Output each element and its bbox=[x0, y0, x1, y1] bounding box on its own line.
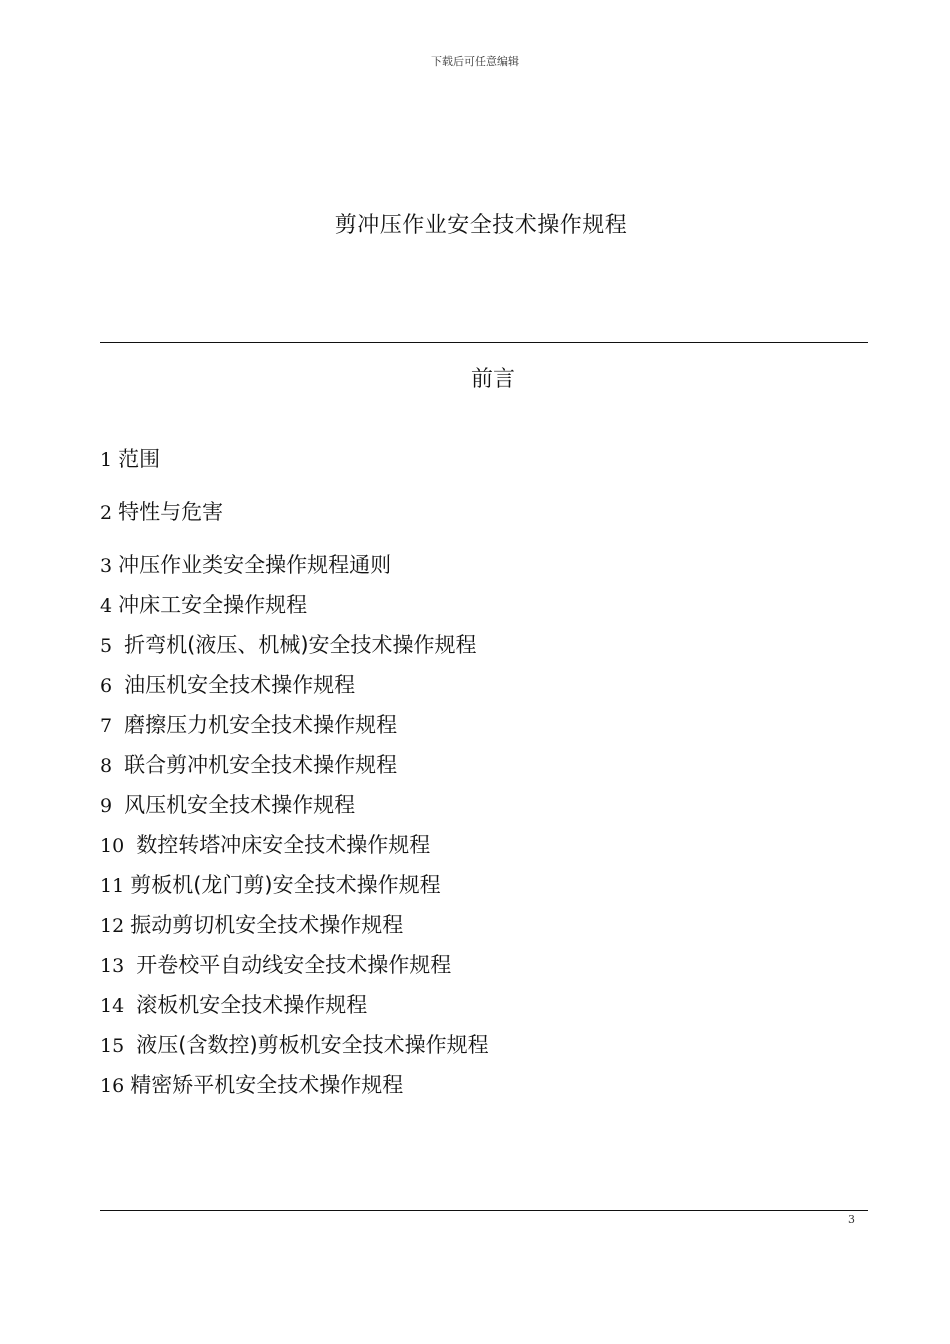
toc-item-number: 16 bbox=[100, 1075, 131, 1097]
toc-item bbox=[100, 792, 355, 819]
toc-item-number: 9 bbox=[100, 795, 125, 817]
toc-item-label: 范围 bbox=[118, 447, 161, 471]
toc-item-label: 风压机安全技术操作规程 bbox=[124, 793, 356, 817]
toc-item-number: 14 bbox=[100, 995, 137, 1017]
toc-item-label: 冲床工安全操作规程 bbox=[118, 593, 308, 617]
toc-item bbox=[100, 1072, 403, 1099]
toc-item-number: 2 bbox=[100, 502, 119, 524]
toc-item-number: 1 bbox=[100, 449, 119, 471]
toc-item bbox=[100, 872, 441, 899]
toc-item-number: 8 bbox=[100, 755, 125, 777]
toc-item-label: 数控转塔冲床安全技术操作规程 bbox=[136, 833, 431, 857]
toc-item-label: 开卷校平自动线安全技术操作规程 bbox=[136, 953, 452, 977]
top-divider bbox=[100, 342, 868, 343]
toc-item bbox=[100, 446, 160, 473]
toc-item-label: 冲压作业类安全操作规程通则 bbox=[118, 553, 392, 577]
toc-item bbox=[100, 632, 477, 659]
toc-item-number: 6 bbox=[100, 675, 125, 697]
toc-item bbox=[100, 912, 403, 939]
toc-item-label: 剪板机(龙门剪)安全技术操作规程 bbox=[130, 873, 441, 897]
document-title: 剪冲压作业安全技术操作规程 bbox=[334, 213, 628, 238]
toc-item-number: 7 bbox=[100, 715, 125, 737]
toc-item-number: 4 bbox=[100, 595, 119, 617]
page-number: 3 bbox=[848, 1213, 855, 1226]
toc-item-number: 12 bbox=[100, 915, 131, 937]
toc-item-label: 折弯机(液压、机械)安全技术操作规程 bbox=[124, 633, 477, 657]
toc-item-label: 液压(含数控)剪板机安全技术操作规程 bbox=[136, 1033, 489, 1057]
toc-item bbox=[100, 952, 451, 979]
toc-item-label: 滚板机安全技术操作规程 bbox=[136, 993, 368, 1017]
toc-item-label: 油压机安全技术操作规程 bbox=[124, 673, 356, 697]
toc-item-number: 10 bbox=[100, 835, 137, 857]
toc-item-label: 联合剪冲机安全技术操作规程 bbox=[124, 753, 398, 777]
toc-item-number: 11 bbox=[100, 875, 131, 897]
toc-item-label: 磨擦压力机安全技术操作规程 bbox=[124, 713, 398, 737]
toc-item-number: 5 bbox=[100, 635, 125, 657]
toc-item-number: 3 bbox=[100, 555, 119, 577]
toc-item bbox=[100, 752, 397, 779]
toc-item-label: 特性与危害 bbox=[118, 500, 224, 524]
header-note: 下载后可任意编辑 bbox=[431, 55, 519, 68]
toc-item bbox=[100, 499, 223, 526]
toc-item-label: 精密矫平机安全技术操作规程 bbox=[130, 1073, 404, 1097]
toc-item bbox=[100, 552, 391, 579]
toc-item-number: 13 bbox=[100, 955, 137, 977]
toc-item bbox=[100, 832, 430, 859]
preface-heading: 前言 bbox=[470, 367, 515, 392]
toc-item-number: 15 bbox=[100, 1035, 137, 1057]
toc-item bbox=[100, 592, 307, 619]
toc-item bbox=[100, 672, 355, 699]
toc-item bbox=[100, 992, 367, 1019]
bottom-divider bbox=[100, 1210, 868, 1211]
toc-item-label: 振动剪切机安全技术操作规程 bbox=[130, 913, 404, 937]
toc-item bbox=[100, 1032, 489, 1059]
toc-item bbox=[100, 712, 397, 739]
